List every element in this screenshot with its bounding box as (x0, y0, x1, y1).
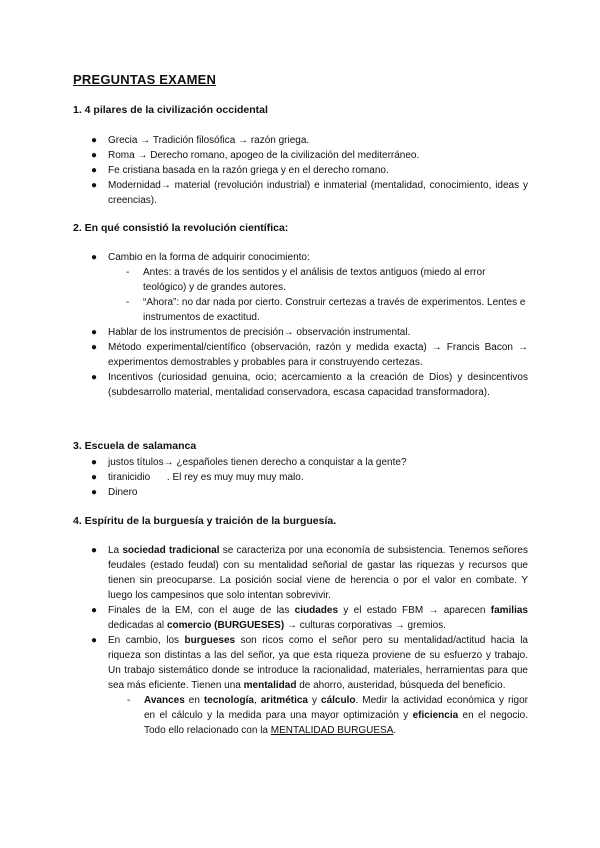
bullet-icon: ● (91, 327, 98, 338)
list-item: ● Cambio en la forma de adquirir conocimiento: - Antes: a través de los sentidos y el análisis de textos antiguos (miedo al error teológico) y de grandes autores. - “Ahora”: no dar nada por cierto. Construir certezas a través de experimentos. Lentes e instrumentos de exactitud. (0, 250, 600, 325)
document-title: PREGUNTAS EXAMEN (73, 72, 217, 87)
bullet-icon: ● (91, 165, 98, 176)
bullet-icon: ● (91, 487, 98, 498)
bullet-icon: ● (91, 372, 98, 383)
sub-list (108, 693, 528, 738)
list-item: ● Incentivos (curiosidad genuina, ocio; acercamiento a la creación de Dios) y desincentivos (subdesarrollo material, mentalidad conservadora, escasa capacidad transformadora). (91, 372, 528, 398)
bullet-icon: ● (91, 457, 98, 468)
list-item: ● Finales de la EM, con el auge de las ciudades y el estado FBM → aparecen familias dedicadas al comercio (BURGUESES) → culturas corporativas → gremios. (91, 605, 528, 631)
sub-list-item: - “Ahora”: no dar nada por cierto. Construir certezas a través de experimentos. Lentes e instrumentos de exactitud. (126, 297, 526, 323)
list-item: ● En cambio, los burgueses son ricos como el señor pero su mentalidad/actitud hacia la riqueza son distintas a las del señor, ya que esta riqueza proviene de su esfuerzo y trabajo. Un trabajo sistemático donde se introduce la racionalidad, materiales, herramientas para que sea más eficiente. Tienen una mentalidad de ahorro, austeridad, búsqueda del beneficio. - Avances en tecnología, aritmética y cálculo. Medir la actividad económica y rigor en el cálculo y la medida para una mayor optimización y eficiencia en el negocio. Todo ello relacionado con la MENTALIDAD BURGUESA. (91, 635, 528, 736)
bullet-icon: ● (91, 135, 98, 146)
section-2-list (0, 250, 600, 400)
list-item: ● tiranicidio . El rey es muy muy muy malo. (91, 472, 304, 483)
list-item: ● Dinero (91, 487, 138, 498)
list-item: ● Método experimental/científico (observación, razón y medida exacta) → Francis Bacon → experimentos demostrables y probables para ir construyendo certezas. (91, 342, 528, 368)
bullet-icon: ● (91, 150, 98, 161)
section-3-list (0, 455, 600, 500)
bullet-icon: ● (91, 252, 98, 263)
section-2-heading: 2. En qué consistió la revolución científica: (73, 222, 289, 234)
bullet-icon: ● (91, 180, 98, 191)
sub-list-item: - Antes: a través de los sentidos y el análisis de textos antiguos (miedo al error teológico) y de grandes autores. (126, 267, 486, 293)
section-1-list (0, 133, 600, 208)
sub-list (108, 265, 528, 325)
bullet-icon: ● (91, 635, 98, 646)
dash-icon: - (126, 297, 130, 308)
section-4-list (0, 543, 600, 738)
list-item: ● Hablar de los instrumentos de precisión→ observación instrumental. (91, 327, 411, 338)
list-item: ● Fe cristiana basada en la razón griega y en el derecho romano. (91, 165, 389, 176)
list-item: ● La sociedad tradicional se caracteriza por una economía de subsistencia. Tenemos señores feudales (estado feudal) con su mentalidad señorial de gastar las riquezas y recursos que tienen sin preocuparse. La posición social viene de herencia o por el valor en combate. Y luego los campesinos que solo intentan sobrevivir. (91, 545, 528, 601)
list-item: ● Modernidad→ material (revolución industrial) e inmaterial (mentalidad, conocimiento, ideas y creencias). (91, 180, 528, 206)
bullet-icon: ● (91, 605, 98, 616)
section-4-heading: 4. Espíritu de la burguesía y traición de la burguesía. (73, 515, 337, 527)
list-item: ● Grecia → Tradición filosófica → razón griega. (91, 135, 310, 146)
section-3-heading: 3. Escuela de salamanca (73, 440, 197, 452)
section-1-heading: 1. 4 pilares de la civilización occidental (73, 104, 268, 116)
list-item: ● Roma → Derecho romano, apogeo de la civilización del mediterráneo. (91, 150, 420, 161)
sub-list-item: - Avances en tecnología, aritmética y cálculo. Medir la actividad económica y rigor en el cálculo y la medida para una mayor optimización y eficiencia en el negocio. Todo ello relacionado con la MENTALIDAD BURGUESA. (127, 695, 528, 736)
bullet-icon: ● (91, 472, 98, 483)
bullet-icon: ● (91, 342, 98, 353)
dash-icon: - (127, 695, 131, 706)
dash-icon: - (126, 267, 130, 278)
list-item: ● justos títulos→ ¿españoles tienen derecho a conquistar a la gente? (91, 457, 407, 468)
bullet-icon: ● (91, 545, 98, 556)
